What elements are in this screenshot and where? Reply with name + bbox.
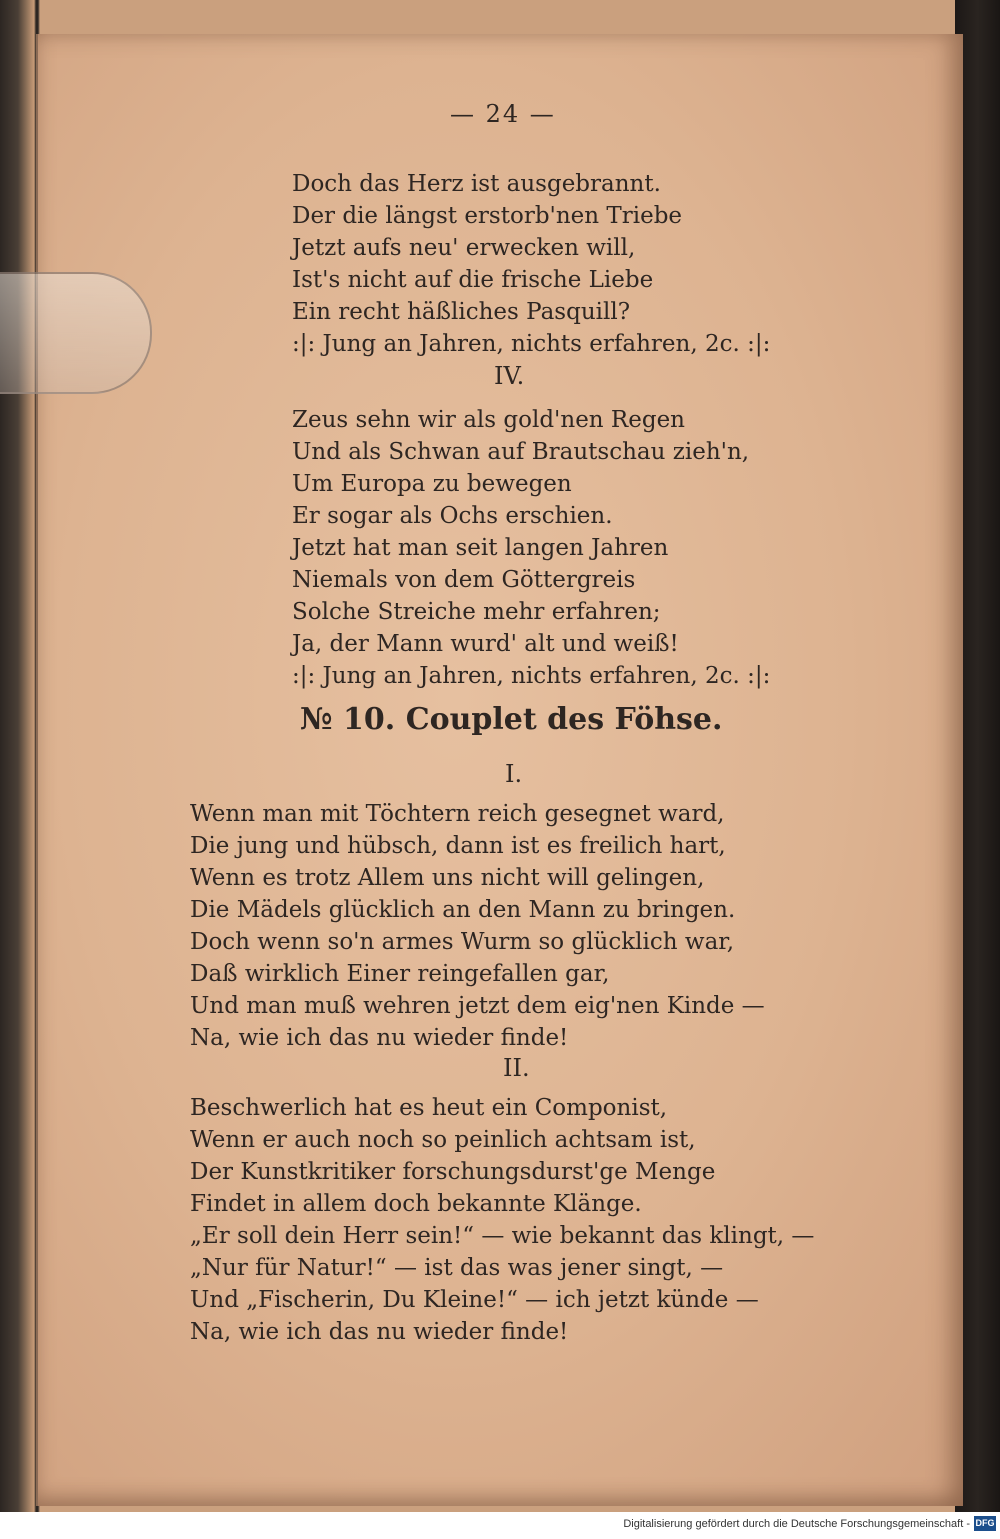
- verse-line: Und als Schwan auf Brautschau zieh'n,: [292, 439, 750, 465]
- dfg-logo: DFG: [974, 1516, 996, 1531]
- verse-line: Solche Streiche mehr erfahren;: [292, 599, 661, 625]
- stanza-number-i: I.: [505, 760, 523, 788]
- verse-line: Er sogar als Ochs erschien.: [292, 503, 613, 529]
- verse-line: Daß wirklich Einer reingefallen gar,: [190, 961, 610, 987]
- stanza-number-iv: IV.: [494, 362, 525, 390]
- verse-line: Wenn er auch noch so peinlich achtsam ist,: [190, 1127, 696, 1153]
- verse-line: Um Europa zu bewegen: [292, 471, 572, 497]
- verse-line: Findet in allem doch bekannte Klänge.: [190, 1191, 642, 1217]
- funding-note: Digitalisierung gefördert durch die Deutsche Forschungsgemeinschaft -: [623, 1518, 970, 1530]
- page-clip: [0, 272, 152, 394]
- verse-line: Doch das Herz ist ausgebrannt.: [292, 171, 661, 197]
- verse-line: Der Kunstkritiker forschungsdurst'ge Menge: [190, 1159, 716, 1185]
- verse-line: „Er soll dein Herr sein!“ — wie bekannt das klingt, —: [190, 1223, 815, 1249]
- verse-line: Wenn es trotz Allem uns nicht will gelingen,: [190, 865, 705, 891]
- verse-line: Ein recht häßliches Pasquill?: [292, 299, 631, 325]
- verse-line: Zeus sehn wir als gold'nen Regen: [292, 407, 685, 433]
- verse-line: Niemals von dem Göttergreis: [292, 567, 636, 593]
- verse-line: Und „Fischerin, Du Kleine!“ — ich jetzt künde —: [190, 1287, 759, 1313]
- verse-line: Und man muß wehren jetzt dem eig'nen Kinde —: [190, 993, 765, 1019]
- stanza-b: [292, 404, 770, 692]
- verse-line: Die jung und hübsch, dann ist es freilich hart,: [190, 833, 726, 859]
- stanza-a: [292, 168, 770, 360]
- stanza-number-ii: II.: [503, 1054, 530, 1082]
- verse-line: Wenn man mit Töchtern reich gesegnet ward,: [190, 801, 725, 827]
- stanza-c: [190, 798, 765, 1054]
- verse-line: „Nur für Natur!“ — ist das was jener singt, —: [190, 1255, 724, 1281]
- verse-line: Na, wie ich das nu wieder finde!: [190, 1025, 569, 1051]
- refrain-line: :|: Jung an Jahren, nichts erfahren, 2c. :|:: [292, 331, 771, 357]
- verse-line: Der die längst erstorb'nen Triebe: [292, 203, 683, 229]
- verse-line: Jetzt hat man seit langen Jahren: [292, 535, 669, 561]
- section-heading: № 10. Couplet des Föhse.: [300, 702, 723, 737]
- verse-line: Na, wie ich das nu wieder finde!: [190, 1319, 569, 1345]
- verse-line: Die Mädels glücklich an den Mann zu bringen.: [190, 897, 736, 923]
- stanza-d: [190, 1092, 814, 1348]
- verse-line: Beschwerlich hat es heut ein Componist,: [190, 1095, 668, 1121]
- page-number: — 24 —: [450, 100, 556, 128]
- verse-line: Ja, der Mann wurd' alt und weiß!: [292, 631, 679, 657]
- verse-line: Ist's nicht auf die frische Liebe: [292, 267, 654, 293]
- verse-line: Jetzt aufs neu' erwecken will,: [292, 235, 636, 261]
- refrain-line: :|: Jung an Jahren, nichts erfahren, 2c. :|:: [292, 663, 771, 689]
- verse-line: Doch wenn so'n armes Wurm so glücklich war,: [190, 929, 735, 955]
